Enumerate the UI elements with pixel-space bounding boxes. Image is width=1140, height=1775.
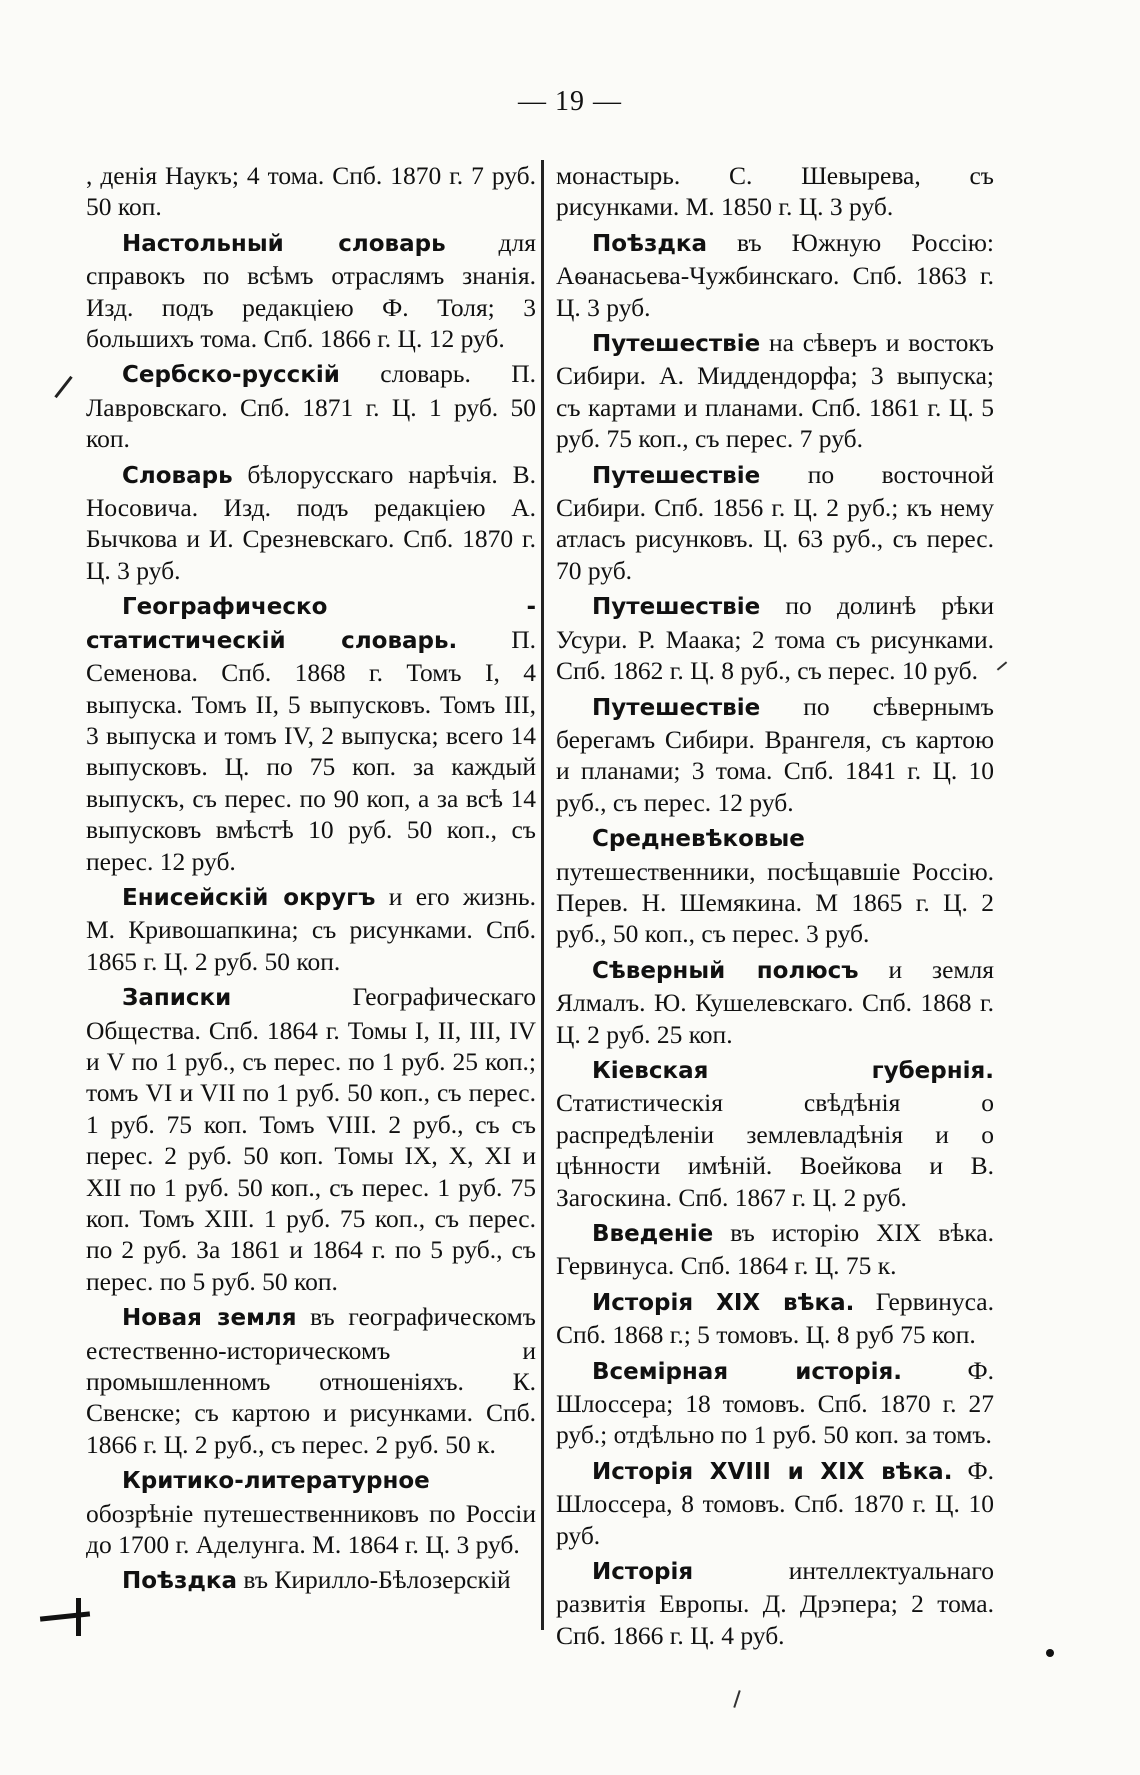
column-divider — [541, 160, 544, 1630]
entry-text: интеллектуальнаго развитія Европы. Д. Дрэпера; 2 тома. Спб. 1866 г. Ц. 4 руб. — [556, 1556, 994, 1650]
catalog-entry — [86, 590, 536, 877]
left-column — [86, 160, 536, 1602]
entry-text: монастырь. С. Шевырева, съ рисунками. М. 1850 г. Ц. 3 руб. — [556, 161, 994, 222]
catalog-entry — [86, 160, 536, 223]
entry-title: Настольный словарь — [122, 230, 446, 257]
pencil-cross-mark-stem — [76, 1598, 81, 1636]
catalog-entry — [556, 691, 994, 819]
catalog-entry — [86, 459, 536, 587]
catalog-entry — [86, 1301, 536, 1460]
entry-title: Новая земля — [122, 1305, 297, 1332]
catalog-entry — [556, 227, 994, 323]
entry-title: Путешествіе — [592, 594, 761, 621]
entry-text: П. Семенова. Спб. 1868 г. Томъ I, 4 выпуска. Томъ II, 5 выпусковъ. Томъ III, 3 выпуска и томъ IV, 2 выпуска; всего 14 выпусковъ. Ц. по 75 коп. за каждый выпускъ, съ перес. по 90 коп, а за всѣ 14 выпусковъ вмѣстѣ 10 руб. 50 коп., съ перес. 12 руб. — [86, 624, 536, 876]
entry-text: по сѣвернымъ берегамъ Сибири. Врангеля, съ картою и планами; 3 тома. Спб. 1841 г. Ц. 10 руб., съ перес. 12 руб. — [556, 691, 994, 817]
pencil-cross-mark — [40, 1611, 90, 1621]
entry-text: Ф. Шлоссера, 8 томовъ. Спб. 1870 г. Ц. 10 руб. — [556, 1455, 994, 1550]
catalog-entry — [556, 1286, 994, 1351]
catalog-entry — [556, 459, 994, 587]
catalog-entry — [556, 327, 994, 455]
entry-text: по восточной Сибири. Спб. 1856 г. Ц. 2 руб.; къ нему атласъ рисунковъ. Ц. 63 руб., съ перес. 70 руб. — [556, 459, 994, 585]
entry-title: Исторія XVIII и XIX вѣка. — [592, 1458, 953, 1485]
catalog-entry — [556, 1455, 994, 1551]
entry-title: Енисейскій округъ — [122, 884, 376, 911]
entry-text: Ф. Шлоссера; 18 томовъ. Спб. 1870 г. 27 руб.; отдѣльно по 1 руб. 50 коп. за томъ. — [556, 1355, 994, 1450]
catalog-entry — [86, 981, 536, 1297]
entry-text: и его жизнь. М. Кривошапкина; съ рисунками. Спб. 1865 г. Ц. 2 руб. 50 коп. — [86, 881, 536, 976]
entry-title: Сѣверный полюсъ — [592, 957, 859, 984]
catalog-entry — [556, 1054, 994, 1213]
catalog-entry — [86, 881, 536, 977]
entry-text: и земля Ялмалъ. Ю. Кушелевскаго. Спб. 1868 г. Ц. 2 руб. 25 коп. — [556, 954, 994, 1049]
entry-title: Исторія XIX вѣка. — [592, 1289, 855, 1316]
entry-text: , денія Наукъ; 4 тома. Спб. 1870 г. 7 руб. 50 коп. — [86, 161, 536, 222]
page-number: — 19 — — [518, 86, 622, 117]
entry-title: Кіевская губернія. — [592, 1057, 994, 1084]
catalog-entry — [556, 1217, 994, 1282]
entry-text: для справокъ по всѣмъ отраслямъ знанія. Изд. подъ редакціею Ф. Толя; 3 большихъ тома. Спб. 1866 г. Ц. 12 руб. — [86, 227, 536, 354]
entry-title: Сербско-русскій — [122, 362, 340, 389]
right-column — [556, 160, 994, 1655]
entry-title: Словарь — [122, 462, 233, 489]
catalog-entry — [556, 822, 994, 950]
entry-title: Введеніе — [592, 1221, 714, 1247]
entry-title: Путешествіе — [592, 331, 761, 358]
entry-title: Поѣздка — [592, 230, 708, 257]
entry-title: Исторія — [592, 1559, 694, 1586]
catalog-entry — [556, 1355, 994, 1451]
entry-text: въ Кирилло-Бѣлозерскій — [237, 1565, 511, 1595]
entry-title: Средневѣковые — [592, 826, 805, 853]
entry-title: Записки — [122, 985, 232, 1012]
entry-text: на сѣверъ и востокъ Сибири. А. Миддендорфа; 3 выпуска; съ картами и планами. Спб. 1861 г. Ц. 5 руб. 75 коп., съ перес. 7 руб. — [556, 328, 994, 454]
entry-text: бѣлорусскаго нарѣчія. В. Носовича. Изд. подъ редакціею А. Бычкова и И. Срезневскаго. Спб. 1870 г. Ц. 3 руб. — [86, 459, 536, 585]
entry-text: по долинѣ рѣки Усури. Р. Маака; 2 тома съ рисунками. Спб. 1862 г. Ц. 8 руб., съ перес. 10 руб. — [556, 591, 994, 686]
catalog-entry — [556, 160, 994, 223]
pencil-tick — [733, 1690, 740, 1708]
entry-title: Критико-литературное — [122, 1468, 430, 1495]
catalog-entry — [86, 358, 536, 454]
ink-dot — [1046, 1649, 1054, 1657]
catalog-entry — [86, 1564, 536, 1597]
entry-title: Географическо - статистическій словарь. — [86, 594, 536, 654]
catalog-entry — [86, 227, 536, 355]
catalog-entry — [86, 1464, 536, 1560]
catalog-entry — [556, 1555, 994, 1651]
entry-title: Поѣздка — [122, 1568, 238, 1595]
entry-title: Путешествіе — [592, 694, 761, 721]
entry-text: Гервинуса. Спб. 1868 г.; 5 томовъ. Ц. 8 руб 75 коп. — [556, 1286, 994, 1350]
catalog-entry — [556, 590, 994, 686]
catalog-entry — [556, 954, 994, 1050]
entry-text: словарь. П. Лавровскаго. Спб. 1871 г. Ц. 1 руб. 50 коп. — [86, 359, 536, 454]
entry-text: въ географическомъ естественно-историческомъ и промышленномъ отношеніяхъ. К. Свенске; съ картою и рисунками. Спб. 1866 г. Ц. 2 руб., съ перес. 2 руб. 50 к. — [86, 1302, 536, 1459]
pencil-mark — [54, 376, 72, 398]
entry-title: Всемірная исторія. — [592, 1358, 902, 1385]
entry-text: въ Южную Россію: Аѳанасьева-Чужбинскаго. Спб. 1863 г. Ц. 3 руб. — [556, 227, 994, 322]
entry-text: путешественники, посѣщавшіе Россію. Перев. Н. Шемякина. М 1865 г. Ц. 2 руб., 50 коп., съ перес. 3 руб. — [556, 856, 994, 949]
entry-text: Статистическія свѣдѣнія о распредѣленіи землевладѣнія и о цѣнности имѣній. Воейкова и В. Загоскина. Спб. 1867 г. Ц. 2 руб. — [556, 1088, 994, 1212]
entry-text: обозрѣніе путешественниковъ по Россіи до 1700 г. Аделунга. М. 1864 г. Ц. 3 руб. — [86, 1498, 536, 1560]
pencil-tick — [997, 661, 1007, 670]
entry-text: въ исторію XIX вѣка. Гервинуса. Спб. 1864 г. Ц. 75 к. — [556, 1218, 994, 1281]
entry-text: Географическаго Общества. Спб. 1864 г. Томы I, II, III, IV и V по 1 руб., съ перес. по 1 руб. 25 коп.; томъ VI и VII по 1 руб. 50 коп., съ перес. 1 руб. 75 коп. Томъ VIII. 2 руб., съ съ перес. 2 руб. 50 коп. Томы IX, X, XI и XII по 1 руб. 50 коп., съ перес. 1 руб. 75 коп. Томъ XIII. 1 руб. 75 коп., съ перес. по 2 руб. За 1861 и 1864 г. по 5 руб., съ перес. по 5 руб. 50 коп. — [86, 982, 536, 1296]
entry-title: Путешествіе — [592, 462, 761, 489]
